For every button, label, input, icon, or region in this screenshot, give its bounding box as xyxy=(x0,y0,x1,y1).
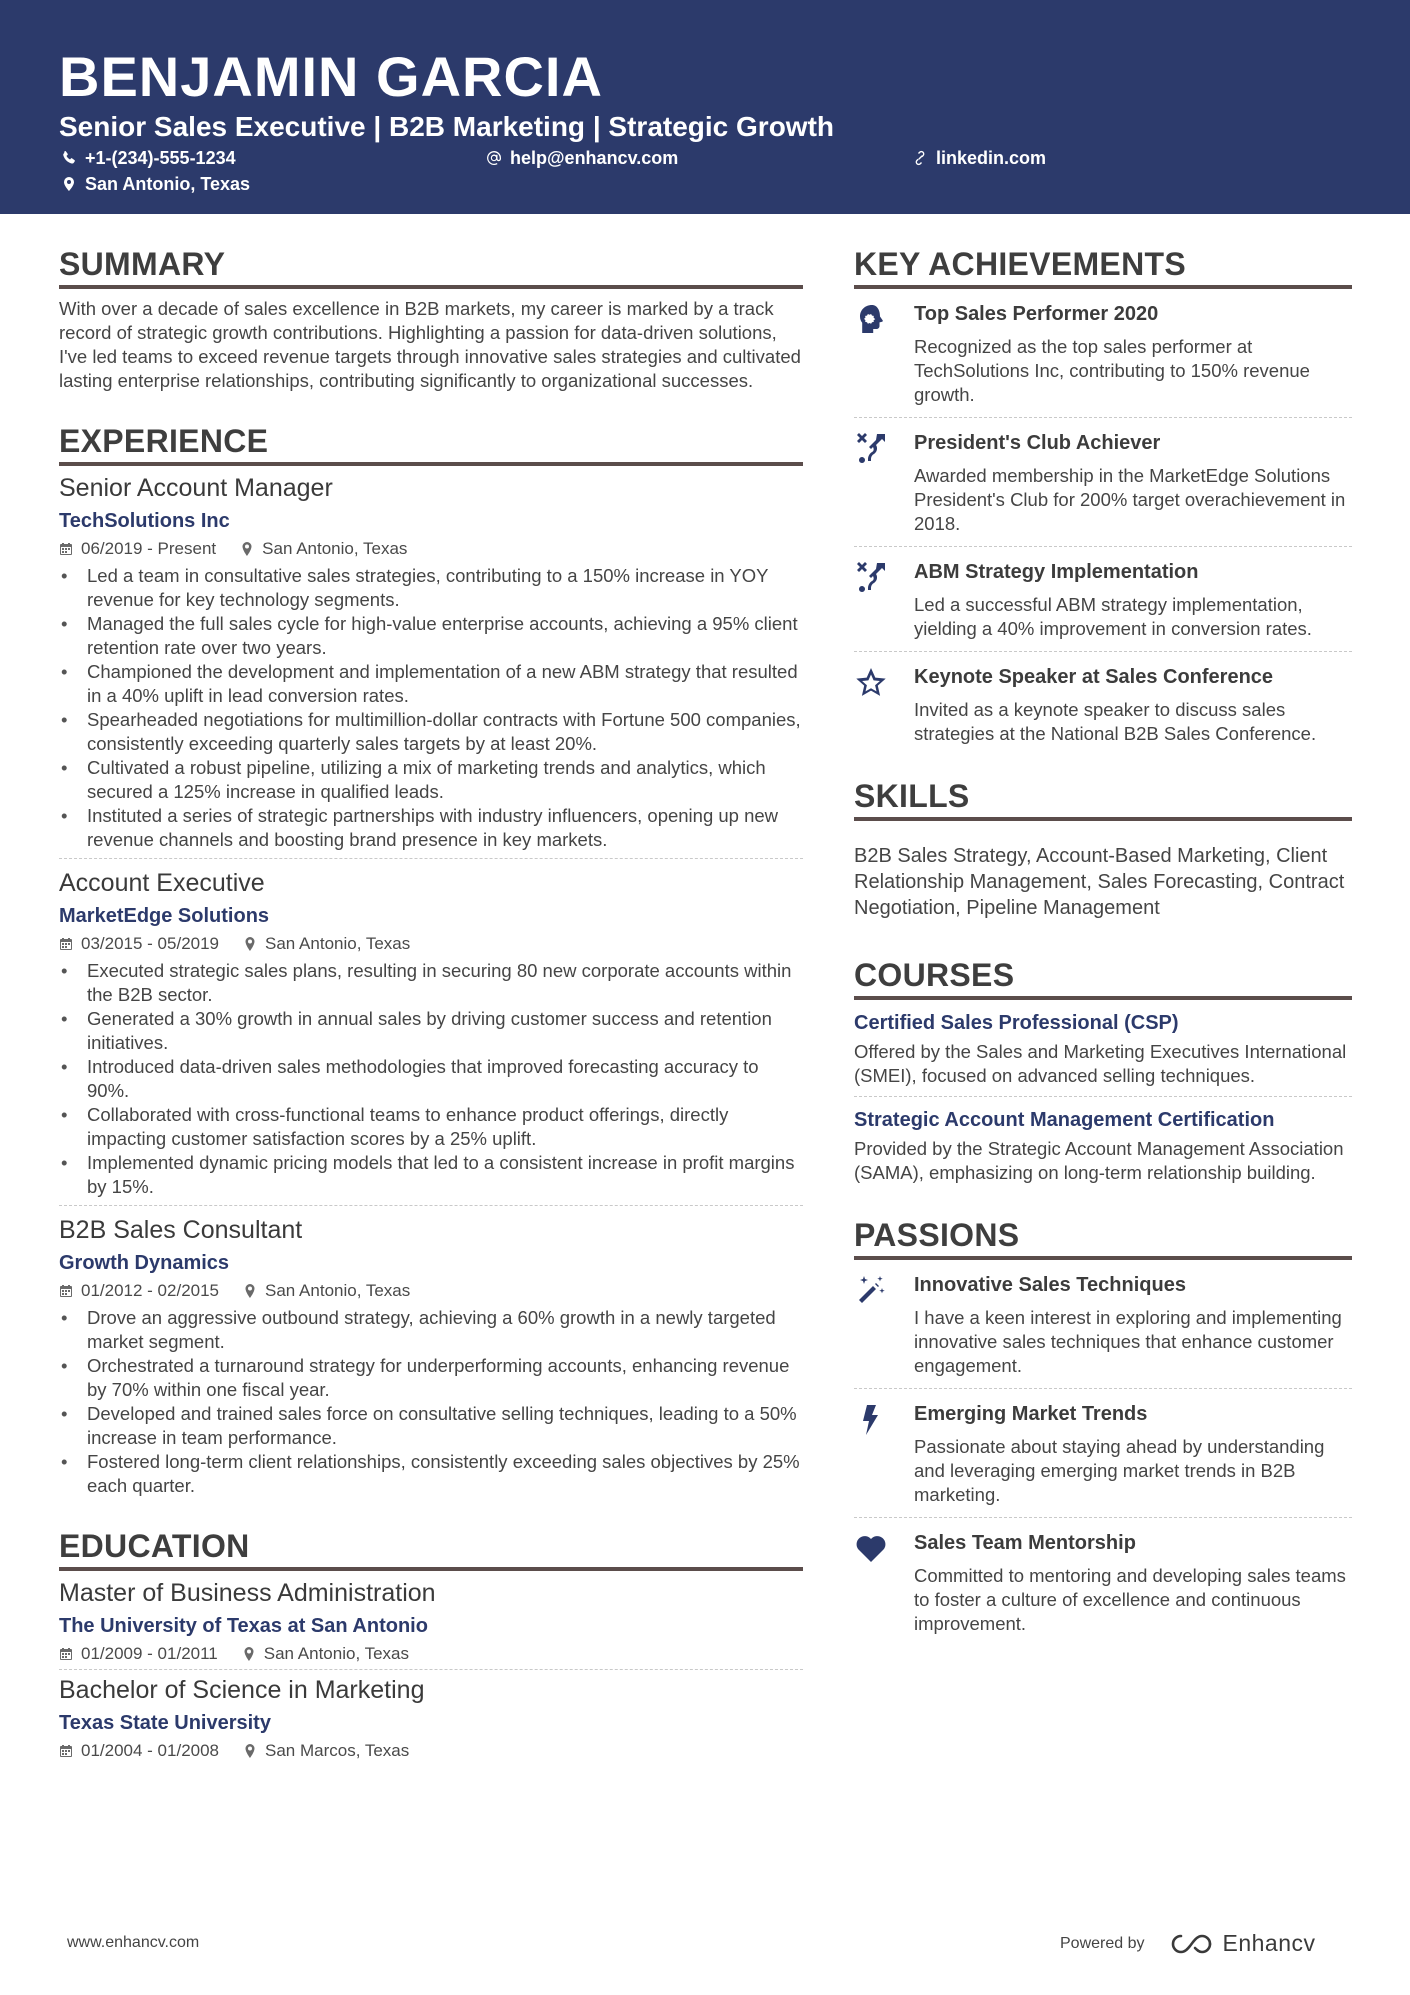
email-text: help@enhancv.com xyxy=(510,148,679,168)
achievement-desc: Invited as a keynote speaker to discuss sales strategies at the National B2B Sales Conference. xyxy=(914,699,1317,744)
summary-text: With over a decade of sales excellence in B2B markets, my career is marked by a track record of strategic growth contributions. Highlighting a passion for data-driven solutions, I've led teams to exceed revenue targets through innovative sales strategies and cultivated lasting enterprise relationships, contributing significantly to organizational successes. xyxy=(59,298,801,391)
education-meta xyxy=(59,1740,803,1762)
calendar-icon xyxy=(59,937,73,951)
education-location: San Marcos, Texas xyxy=(265,1741,410,1760)
contact-location xyxy=(61,173,250,195)
section-title-achievements: KEY ACHIEVEMENTS xyxy=(854,244,1352,289)
passion-item xyxy=(854,1260,1352,1388)
passion-desc: Committed to mentoring and developing sales teams to foster a culture of excellence and continuous improvement. xyxy=(914,1565,1346,1634)
passion-desc: Passionate about staying ahead by understanding and leveraging emerging market trends in B2B marketing. xyxy=(914,1436,1325,1505)
bullet-item: • Executed strategic sales plans, resulting in securing 80 new corporate accounts within the B2B sector. xyxy=(59,959,803,1007)
achievement-title: ABM Strategy Implementation xyxy=(914,561,1199,583)
bullet-item: • Developed and trained sales force on consultative selling techniques, leading to a 50% increase in team performance. xyxy=(59,1402,803,1450)
section-title-passions: PASSIONS xyxy=(854,1215,1352,1260)
magic-wand-icon xyxy=(854,1274,888,1308)
experience-item xyxy=(59,1205,803,1504)
bullet-item: • Collaborated with cross-functional teams to enhance product offerings, directly impacting customer satisfaction scores by a 25% uplift. xyxy=(59,1103,803,1151)
passion-title: Emerging Market Trends xyxy=(914,1403,1148,1425)
location-pin-icon xyxy=(240,542,254,556)
location-text: San Antonio, Texas xyxy=(85,174,251,194)
job-location: San Antonio, Texas xyxy=(262,539,408,558)
education-location: San Antonio, Texas xyxy=(263,1644,409,1663)
education-list xyxy=(59,1577,803,1766)
experience-item xyxy=(59,472,803,858)
location-pin-icon xyxy=(242,1647,256,1661)
bolt-icon xyxy=(854,1403,888,1437)
heart-icon xyxy=(854,1532,888,1566)
brand-name: Enhancv xyxy=(1222,1930,1316,1956)
section-title-education: EDUCATION xyxy=(59,1526,803,1571)
job-bullets xyxy=(59,564,803,852)
job-meta xyxy=(59,933,803,955)
course-item xyxy=(854,1096,1352,1193)
passion-item xyxy=(854,1517,1352,1646)
skills-text: B2B Sales Strategy, Account-Based Marketing, Client Relationship Management, Sales Forecasting, Contract Negotiation, Pipeline Management xyxy=(854,845,1345,919)
brand-logo[interactable] xyxy=(1169,1930,1316,1957)
degree: Bachelor of Science in Marketing xyxy=(59,1676,425,1704)
strategy-icon xyxy=(854,432,888,466)
passion-title: Innovative Sales Techniques xyxy=(914,1274,1186,1296)
degree: Master of Business Administration xyxy=(59,1579,436,1607)
passions-list xyxy=(854,1260,1352,1646)
course-desc: Provided by the Strategic Account Management Association (SAMA), emphasizing on long-term relationship building. xyxy=(854,1138,1344,1183)
school: The University of Texas at San Antonio xyxy=(59,1615,428,1637)
bullet-item: • Instituted a series of strategic partnerships with industry influencers, opening up new revenue channels and boosting brand presence in key markets. xyxy=(59,804,803,852)
bullet-item: • Fostered long-term client relationships, consistently exceeding sales objectives by 25% each quarter. xyxy=(59,1450,803,1498)
bullet-item: • Led a team in consultative sales strategies, contributing to a 150% increase in YOY revenue for key technology segments. xyxy=(59,564,803,612)
course-desc: Offered by the Sales and Marketing Executives International (SMEI), focused on advanced selling techniques. xyxy=(854,1041,1347,1086)
education-dates: 01/2004 - 01/2008 xyxy=(81,1741,220,1760)
job-title: B2B Sales Consultant xyxy=(59,1216,303,1244)
education-item xyxy=(59,1577,803,1669)
calendar-icon xyxy=(59,542,73,556)
job-company: Growth Dynamics xyxy=(59,1252,230,1274)
job-dates: 03/2015 - 05/2019 xyxy=(81,934,220,953)
bullet-item: • Introduced data-driven sales methodologies that improved forecasting accuracy to 90%. xyxy=(59,1055,803,1103)
achievement-item xyxy=(854,289,1352,417)
head-icon xyxy=(854,303,888,337)
education-item xyxy=(59,1669,803,1766)
job-title: Senior Account Manager xyxy=(59,474,333,502)
bullet-item: • Implemented dynamic pricing models that led to a consistent increase in profit margins by 15%. xyxy=(59,1151,803,1199)
star-icon xyxy=(854,666,888,700)
contact-linkedin[interactable] xyxy=(912,147,1046,169)
course-title: Strategic Account Management Certification xyxy=(854,1109,1275,1131)
job-location: San Antonio, Texas xyxy=(265,1281,411,1300)
powered-by-text: Powered by xyxy=(1060,1934,1145,1952)
job-title: Account Executive xyxy=(59,869,265,897)
linkedin-text: linkedin.com xyxy=(936,148,1047,168)
right-column xyxy=(854,244,1352,1646)
candidate-name: BENJAMIN GARCIA xyxy=(59,45,603,108)
phone-text: +1-(234)-555-1234 xyxy=(85,148,236,168)
resume-header xyxy=(0,0,1410,214)
phone-icon xyxy=(61,150,77,166)
achievement-item xyxy=(854,546,1352,651)
course-title: Certified Sales Professional (CSP) xyxy=(854,1012,1179,1034)
achievement-desc: Awarded membership in the MarketEdge Solutions President's Club for 200% target overachievement in 2018. xyxy=(914,465,1346,534)
education-dates: 01/2009 - 01/2011 xyxy=(81,1644,218,1663)
section-title-skills: SKILLS xyxy=(854,776,1352,821)
course-item xyxy=(854,1000,1352,1096)
courses-list xyxy=(854,1000,1352,1193)
calendar-icon xyxy=(59,1284,73,1298)
education-meta xyxy=(59,1643,803,1665)
location-pin-icon xyxy=(61,176,77,192)
location-pin-icon xyxy=(243,1744,257,1758)
passion-item xyxy=(854,1388,1352,1517)
job-meta xyxy=(59,1280,803,1302)
job-dates: 06/2019 - Present xyxy=(81,539,217,558)
location-pin-icon xyxy=(243,937,257,951)
left-column xyxy=(59,244,803,1766)
achievement-item xyxy=(854,651,1352,756)
achievements-list xyxy=(854,289,1352,756)
bullet-item: • Championed the development and implementation of a new ABM strategy that resulted in a 40% uplift in lead conversion rates. xyxy=(59,660,803,708)
job-meta xyxy=(59,538,803,560)
footer-website[interactable]: www.enhancv.com xyxy=(67,1934,200,1951)
strategy-icon xyxy=(854,561,888,595)
link-icon xyxy=(912,150,928,166)
job-company: MarketEdge Solutions xyxy=(59,905,270,927)
contact-phone xyxy=(61,147,236,169)
achievement-desc: Recognized as the top sales performer at TechSolutions Inc, contributing to 150% revenue growth. xyxy=(914,336,1310,405)
achievement-title: President's Club Achiever xyxy=(914,432,1161,454)
passion-desc: I have a keen interest in exploring and implementing innovative sales techniques that enhance customer engagement. xyxy=(914,1307,1342,1376)
job-bullets xyxy=(59,959,803,1199)
bullet-item: • Cultivated a robust pipeline, utilizing a mix of marketing trends and analytics, which secured a 125% increase in qualified leads. xyxy=(59,756,803,804)
job-dates: 01/2012 - 02/2015 xyxy=(81,1281,220,1300)
achievement-desc: Led a successful ABM strategy implementation, yielding a 40% improvement in conversion rates. xyxy=(914,594,1312,639)
experience-list xyxy=(59,472,803,1504)
section-title-courses: COURSES xyxy=(854,955,1352,1000)
achievement-title: Top Sales Performer 2020 xyxy=(914,303,1159,325)
job-location: San Antonio, Texas xyxy=(265,934,411,953)
footer-powered xyxy=(1060,1930,1316,1957)
passion-title: Sales Team Mentorship xyxy=(914,1532,1136,1554)
contact-email[interactable] xyxy=(486,147,678,169)
school: Texas State University xyxy=(59,1712,271,1734)
bullet-item: • Generated a 30% growth in annual sales by driving customer success and retention initiatives. xyxy=(59,1007,803,1055)
enhancv-logo-icon xyxy=(1169,1931,1215,1957)
section-title-experience: EXPERIENCE xyxy=(59,421,803,466)
experience-item xyxy=(59,858,803,1205)
at-icon xyxy=(486,150,502,166)
calendar-icon xyxy=(59,1744,73,1758)
bullet-item: • Orchestrated a turnaround strategy for underperforming accounts, enhancing revenue by 70% within one fiscal year. xyxy=(59,1354,803,1402)
job-company: TechSolutions Inc xyxy=(59,510,230,532)
job-bullets xyxy=(59,1306,803,1498)
bullet-item: • Spearheaded negotiations for multimillion-dollar contracts with Fortune 500 companies, consistently exceeding quarterly sales targets by at least 20%. xyxy=(59,708,803,756)
bullet-item: • Drove an aggressive outbound strategy, achieving a 60% growth in a newly targeted market segment. xyxy=(59,1306,803,1354)
candidate-headline: Senior Sales Executive | B2B Marketing | Strategic Growth xyxy=(59,111,835,142)
section-title-summary: SUMMARY xyxy=(59,244,803,289)
achievement-item xyxy=(854,417,1352,546)
bullet-item: • Managed the full sales cycle for high-value enterprise accounts, achieving a 95% client retention rate over two years. xyxy=(59,612,803,660)
achievement-title: Keynote Speaker at Sales Conference xyxy=(914,666,1274,688)
location-pin-icon xyxy=(243,1284,257,1298)
calendar-icon xyxy=(59,1647,73,1661)
